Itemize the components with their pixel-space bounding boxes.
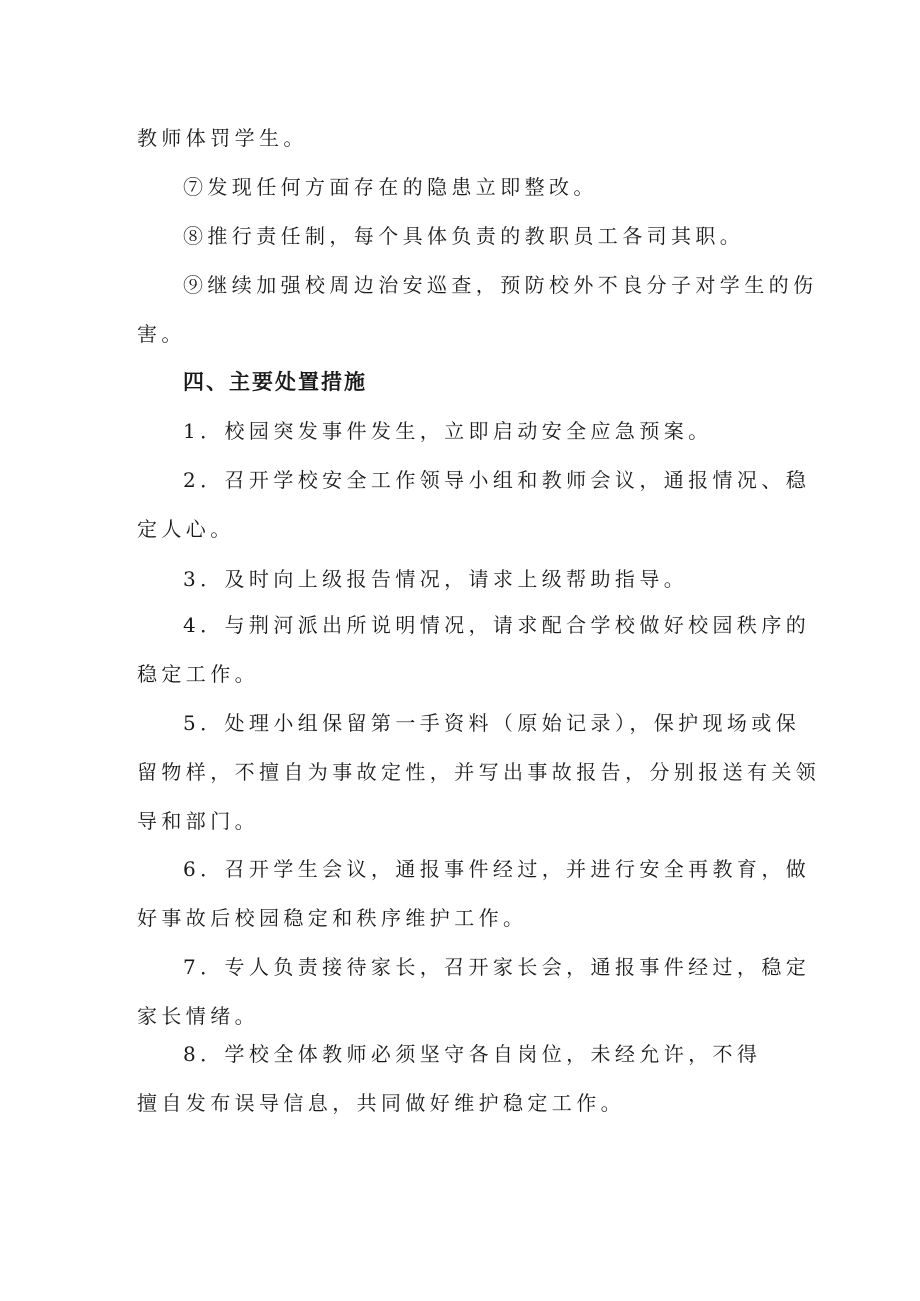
list-item-8: ⑧推行责任制，每个具体负责的教职员工各司其职。 xyxy=(183,224,745,248)
measure-item-8: 8．学校全体教师必须坚守各自岗位，未经允许，不得 xyxy=(183,1042,762,1066)
measure-item-5: 5．处理小组保留第一手资料（原始记录），保护现场或保 xyxy=(183,711,801,735)
list-item-9: ⑨继续加强校周边治安巡查，预防校外不良分子对学生的伤 xyxy=(183,273,818,297)
list-item-7: ⑦发现任何方面存在的隐患立即整改。 xyxy=(183,175,598,199)
measure-item-3: 3．及时向上级报告情况，请求上级帮助指导。 xyxy=(183,567,689,591)
measure-item-1: 1．校园突发事件发生，立即启动安全应急预案。 xyxy=(183,419,713,443)
section-heading: 四、主要处置措施 xyxy=(183,370,367,394)
text-line: 害。 xyxy=(137,322,186,346)
text-line: 好事故后校园稳定和秩序维护工作。 xyxy=(137,906,528,930)
text-line: 稳定工作。 xyxy=(137,662,259,686)
measure-item-2: 2．召开学校安全工作领导小组和教师会议，通报情况、稳 xyxy=(183,468,811,492)
text-line: 家长情绪。 xyxy=(137,1004,259,1028)
text-line: 擅自发布误导信息，共同做好维护稳定工作。 xyxy=(137,1091,625,1115)
text-line: 教师体罚学生。 xyxy=(137,126,308,150)
text-line: 导和部门。 xyxy=(137,809,259,833)
text-line: 定人心。 xyxy=(137,517,235,541)
text-line: 留物样，不擅自为事故定性，并写出事故报告，分别报送有关领 xyxy=(137,760,821,784)
measure-item-6: 6．召开学生会议，通报事件经过，并进行安全再教育，做 xyxy=(183,857,811,881)
measure-item-7: 7．专人负责接待家长，召开家长会，通报事件经过，稳定 xyxy=(183,955,811,979)
measure-item-4: 4．与荆河派出所说明情况，请求配合学校做好校园秩序的 xyxy=(183,613,811,637)
